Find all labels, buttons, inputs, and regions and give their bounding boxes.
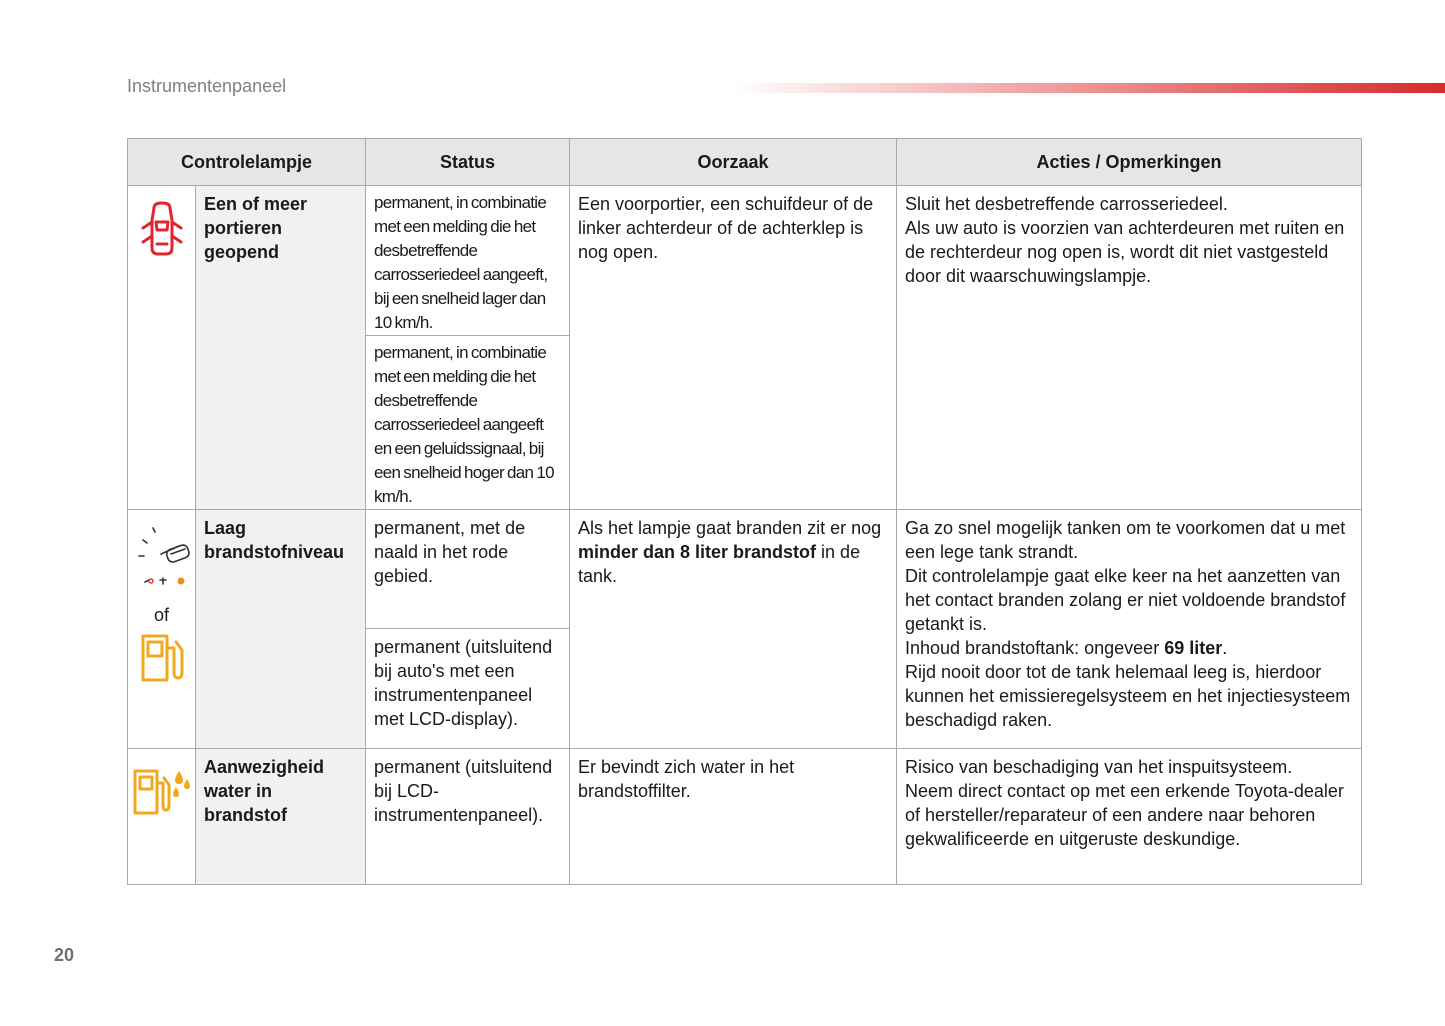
icon-cell	[128, 186, 196, 510]
fuel-pump-icon	[138, 632, 186, 684]
status-text: permanent, in combinatie met een melding die het desbetreffende carrosseriedeel aangeeft, bij een snelheid lager dan 10 km/h.	[366, 186, 570, 336]
cause-prefix: Als het lampje gaat branden zit er nog	[578, 518, 882, 538]
column-header: Status	[366, 139, 570, 186]
actions-cell	[897, 186, 1362, 510]
status-text: permanent, in combinatie met een melding die het desbetreffende carrosseriedeel aangeeft en een geluidssignaal, bij een snelheid hoger dan 10 km/h.	[366, 336, 570, 510]
fuel-gauge-icon	[131, 524, 193, 586]
actions-line: Ga zo snel mogelijk tanken om te voorkomen dat u met een lege tank strandt.	[905, 518, 1346, 562]
door-open-icon	[139, 200, 185, 258]
page-number: 20	[54, 945, 75, 965]
actions-line: Rijd nooit door tot de tank helemaal leeg is, hierdoor kunnen het emissieregelsysteem en het injectiesysteem beschadigd raken.	[905, 662, 1351, 730]
cause-text	[570, 510, 897, 749]
cause-suffix: in de tank.	[578, 542, 861, 586]
cause-emphasis: minder dan 8 liter brandstof	[578, 542, 817, 562]
header-accent-bar	[730, 83, 1445, 93]
warning-name: Aanwezigheid water in brandstof	[196, 749, 366, 885]
actions-line: Neem direct contact op met een erkende Toyota-dealer of hersteller/reparateur of een andere naar behoren gekwalificeerde en uitgeruste deskundige.	[905, 781, 1344, 849]
status-text: permanent (uitsluitend bij LCD-instrumentenpaneel).	[366, 749, 570, 885]
tank-capacity-label: Inhoud brandstoftank: ongeveer	[905, 638, 1165, 658]
actions-line: Dit controlelampje gaat elke keer na het aanzetten van het contact branden zolang er niet voldoende brandstof getankt is.	[905, 566, 1346, 634]
status-text: permanent (uitsluitend bij auto's met een instrumentenpaneel met LCD-display).	[366, 629, 570, 749]
water-in-fuel-icon	[132, 767, 192, 817]
warning-lights-table	[127, 138, 1362, 885]
column-header: Oorzaak	[570, 139, 897, 186]
cause-text: Er bevindt zich water in het brandstoffilter.	[570, 749, 897, 885]
icon-cell	[128, 749, 196, 885]
or-label: of	[153, 605, 169, 625]
table-row	[128, 749, 1362, 885]
cause-text: Een voorportier, een schuifdeur of de linker achterdeur of de achterklep is nog open.	[570, 186, 897, 510]
actions-line: Als uw auto is voorzien van achterdeuren met ruiten en de rechterdeur nog open is, wordt dit niet vastgesteld door dit waarschuwingslampje.	[905, 218, 1345, 286]
actions-line: Sluit het desbetreffende carrosseriedeel.	[905, 194, 1228, 214]
column-header: Controlelampje	[128, 139, 366, 186]
warning-name: Een of meer portieren geopend	[196, 186, 366, 510]
tank-capacity-suffix: .	[1222, 638, 1228, 658]
tank-capacity-value: 69 liter	[1164, 638, 1223, 658]
actions-cell	[897, 749, 1362, 885]
status-text: permanent, met de naald in het rode gebied.	[366, 510, 570, 629]
section-title: Instrumentenpaneel	[127, 76, 287, 96]
table-row	[128, 510, 1362, 629]
warning-name: Laag brandstofniveau	[196, 510, 366, 749]
column-header: Acties / Opmerkingen	[897, 139, 1362, 186]
icon-cell	[128, 510, 196, 749]
actions-line: Risico van beschadiging van het inspuitsysteem.	[905, 757, 1293, 777]
table-header-row	[128, 139, 1362, 186]
actions-line	[905, 636, 1353, 660]
table-row	[128, 186, 1362, 336]
actions-cell	[897, 510, 1362, 749]
